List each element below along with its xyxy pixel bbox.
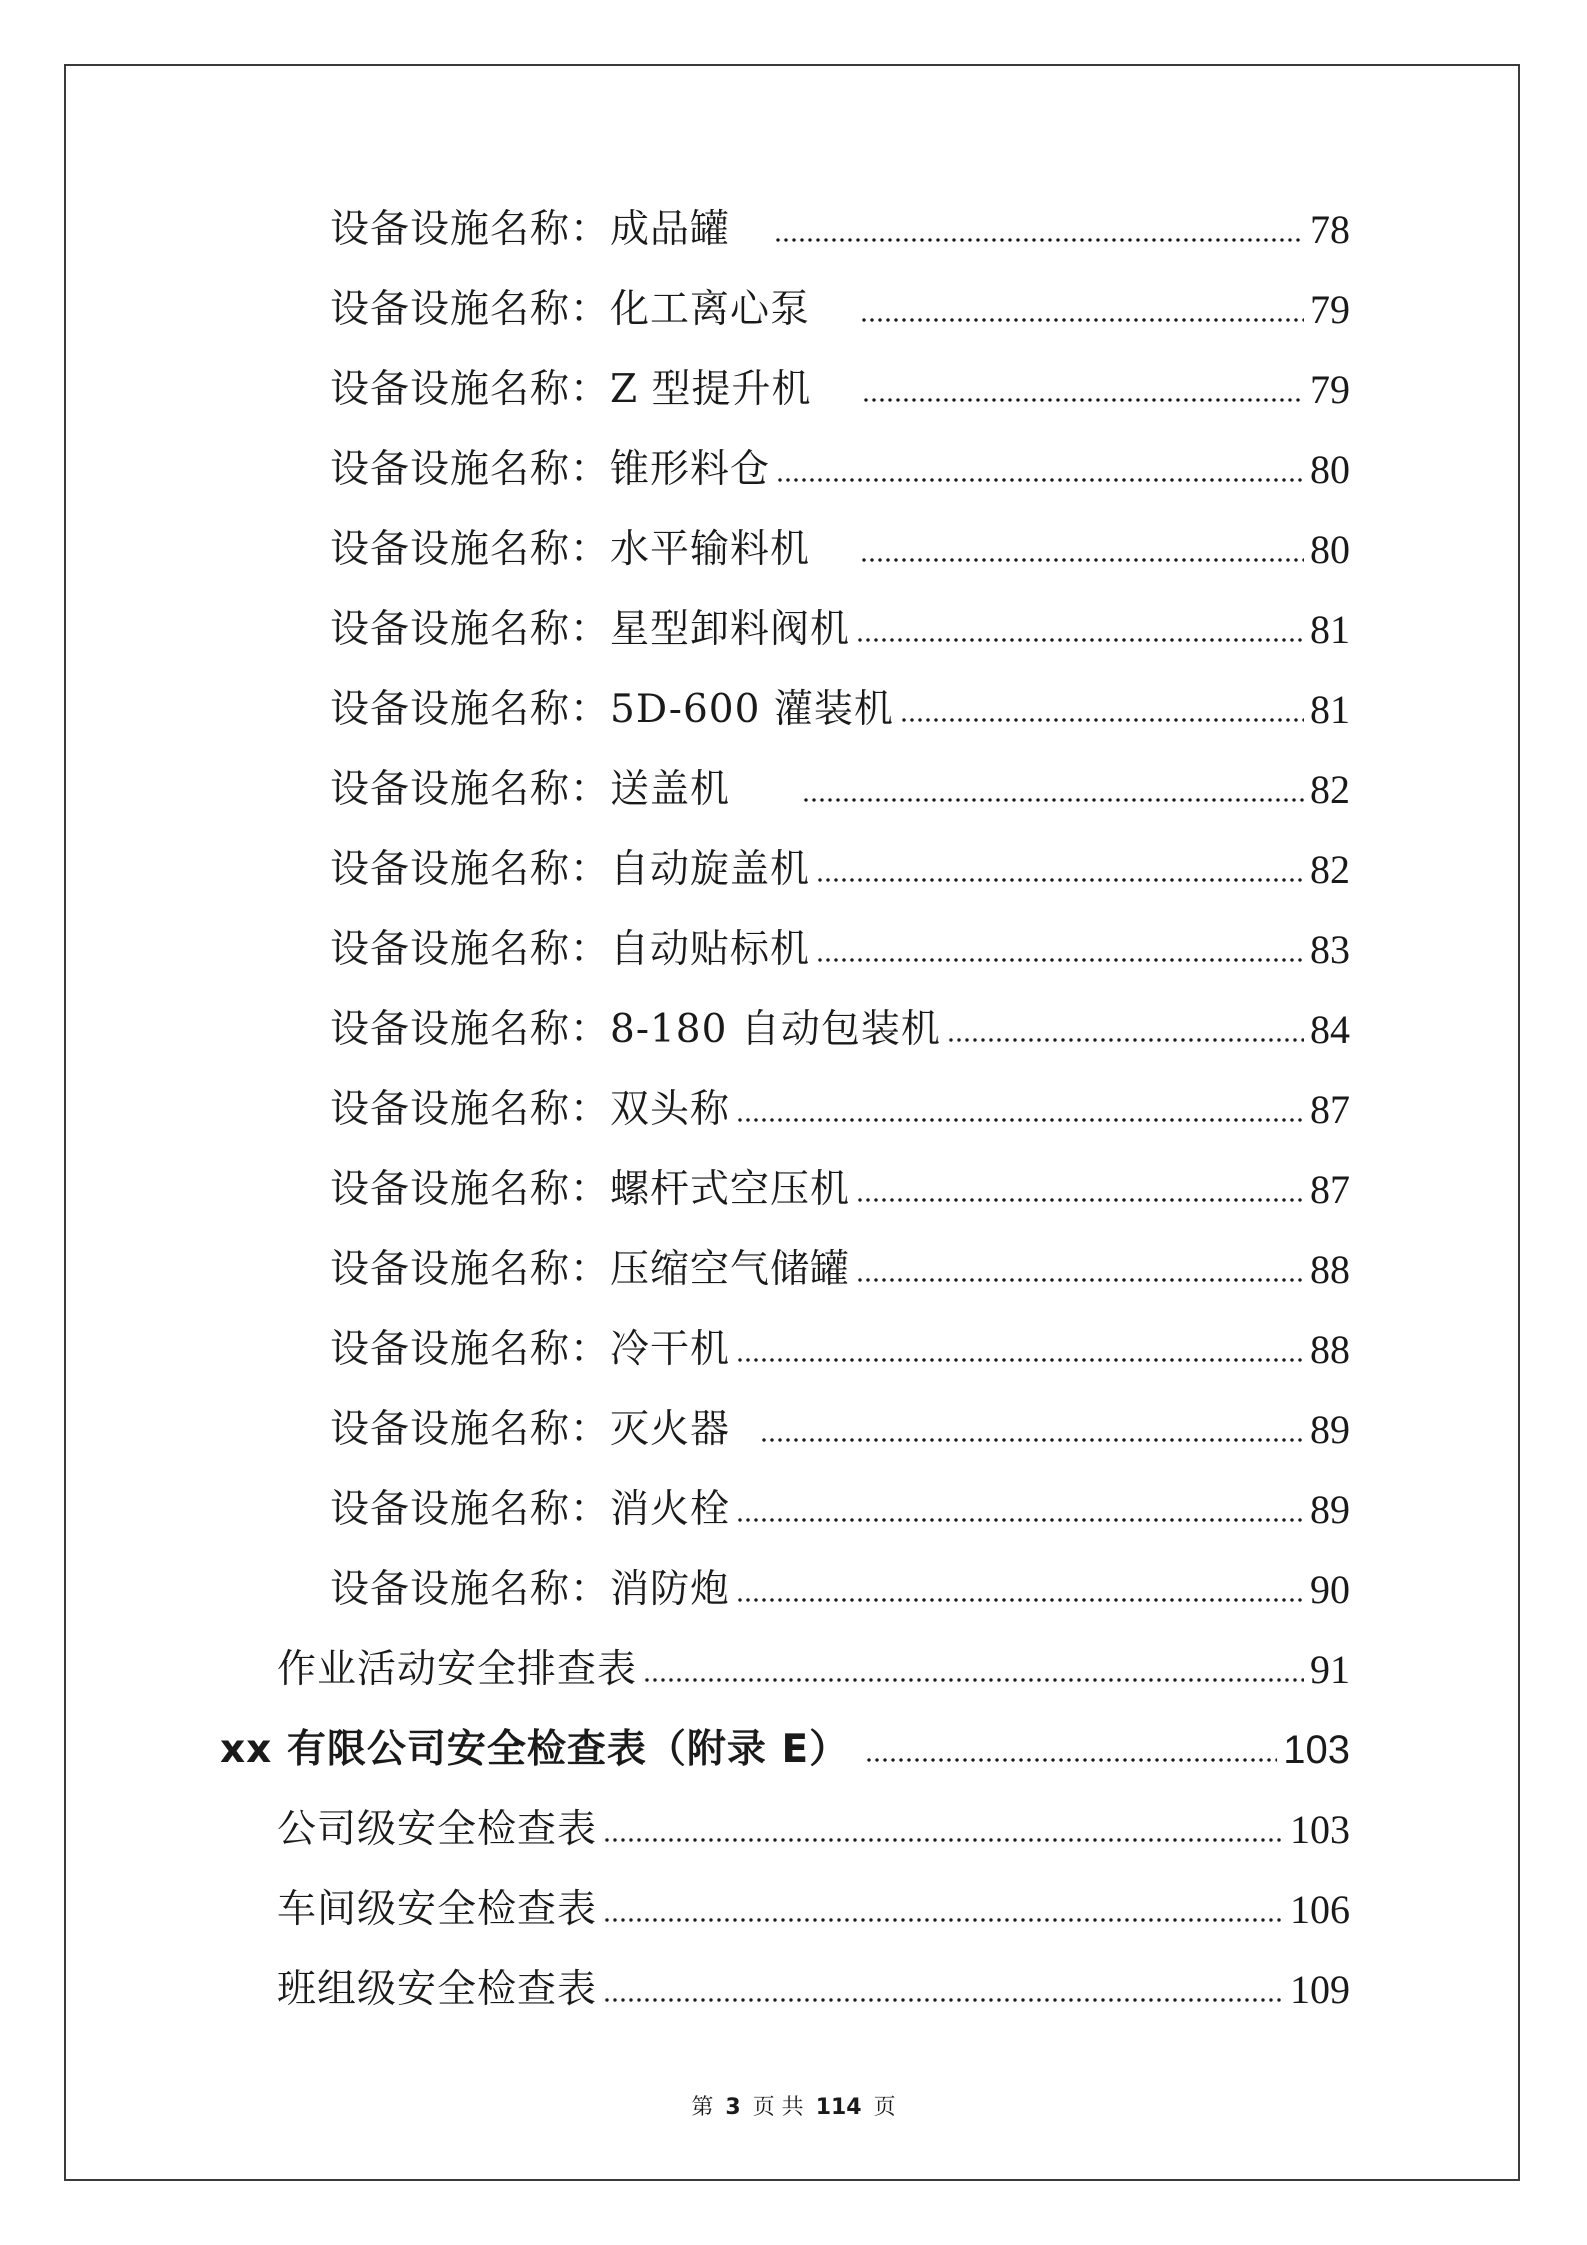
toc-entry[interactable] — [330, 760, 1350, 820]
toc-entry[interactable] — [330, 840, 1350, 900]
toc-entry[interactable] — [330, 1320, 1350, 1380]
toc-entry-page: 89 — [1310, 1487, 1350, 1532]
toc-entry-page: 84 — [1310, 1007, 1350, 1052]
toc-entry[interactable] — [277, 1880, 1350, 1940]
toc-entry[interactable] — [330, 1240, 1350, 1300]
toc-entry-page: 88 — [1310, 1247, 1350, 1292]
toc-entry-label: 设备设施名称：星型卸料阀机 — [330, 607, 851, 652]
toc-entry[interactable] — [330, 360, 1350, 420]
footer-middle: 页 共 — [752, 2095, 804, 2120]
footer-total-pages: 114 — [815, 2095, 862, 2120]
toc-entry-page: 82 — [1310, 767, 1350, 812]
toc-dot-leader — [816, 958, 1304, 962]
toc-dot-leader — [603, 1998, 1284, 2002]
toc-dot-leader — [860, 318, 1304, 322]
toc-dot-leader — [865, 1758, 1277, 1762]
toc-dot-leader — [856, 638, 1304, 642]
toc-entry-label: 设备设施名称：送盖机 — [330, 767, 731, 812]
toc-dot-leader — [603, 1918, 1284, 1922]
toc-entry[interactable] — [330, 680, 1350, 740]
toc-dot-leader — [776, 478, 1304, 482]
toc-entry-label: 设备设施名称：锥形料仓 — [330, 447, 771, 492]
toc-entry-page: 80 — [1310, 447, 1350, 492]
toc-dot-leader — [816, 878, 1304, 882]
toc-entry[interactable] — [330, 1080, 1350, 1140]
toc-entry-label: 设备设施名称：成品罐 — [330, 207, 731, 252]
toc-entry-label: 设备设施名称：冷干机 — [330, 1327, 731, 1372]
toc-entry-page: 82 — [1310, 847, 1350, 892]
toc-entry-label: xx 有限公司安全检查表（附录 E） — [220, 1727, 850, 1772]
toc-entry-label: 公司级安全检查表 — [277, 1807, 598, 1852]
toc-entry-label: 设备设施名称：8-180 自动包装机 — [330, 1007, 941, 1052]
toc-entry-page: 90 — [1310, 1567, 1350, 1612]
toc-entry-page: 78 — [1310, 207, 1350, 252]
toc-dot-leader — [774, 238, 1304, 242]
toc-entry[interactable] — [330, 1400, 1350, 1460]
toc-entry[interactable] — [330, 1480, 1350, 1540]
toc-entry[interactable] — [330, 1560, 1350, 1620]
toc-dot-leader — [900, 718, 1304, 722]
toc-entry[interactable] — [277, 1640, 1350, 1700]
toc-entry[interactable] — [277, 1800, 1350, 1860]
toc-entry-label: 设备设施名称：化工离心泵 — [330, 287, 811, 332]
toc-entry-page: 88 — [1310, 1327, 1350, 1372]
toc-entry-label: 设备设施名称：消火栓 — [330, 1487, 731, 1532]
toc-entry-page: 87 — [1310, 1087, 1350, 1132]
toc-dot-leader — [760, 1438, 1304, 1442]
toc-entry[interactable] — [330, 520, 1350, 580]
toc-dot-leader — [736, 1358, 1304, 1362]
toc-entry[interactable] — [277, 1960, 1350, 2020]
toc-entry-label: 作业活动安全排查表 — [277, 1647, 638, 1692]
toc-dot-leader — [736, 1518, 1304, 1522]
toc-dot-leader — [862, 398, 1305, 402]
toc-entry[interactable] — [330, 280, 1350, 340]
toc-entry[interactable] — [330, 600, 1350, 660]
toc-dot-leader — [947, 1038, 1304, 1042]
toc-entry-label: 设备设施名称：水平输料机 — [330, 527, 811, 572]
toc-entry-label: 设备设施名称：压缩空气储罐 — [330, 1247, 851, 1292]
toc-entry[interactable] — [330, 1160, 1350, 1220]
footer-current-page: 3 — [725, 2095, 741, 2120]
toc-entry-page: 106 — [1290, 1887, 1350, 1932]
toc-entry-label: 设备设施名称：螺杆式空压机 — [330, 1167, 851, 1212]
toc-entry-label: 车间级安全检查表 — [277, 1887, 598, 1932]
toc-dot-leader — [736, 1118, 1304, 1122]
toc-entry-page: 81 — [1310, 687, 1350, 732]
toc-entry-page: 81 — [1310, 607, 1350, 652]
footer-prefix: 第 — [691, 2095, 714, 2120]
toc-dot-leader — [802, 798, 1304, 802]
toc-entry-page: 83 — [1310, 927, 1350, 972]
page-footer — [0, 2090, 1587, 2121]
toc-entry[interactable] — [330, 440, 1350, 500]
toc-dot-leader — [643, 1678, 1304, 1682]
toc-entry-page: 103 — [1283, 1728, 1350, 1772]
toc-entry-label: 设备设施名称：消防炮 — [330, 1567, 731, 1612]
toc-entry-label: 设备设施名称：5D-600 灌装机 — [330, 687, 894, 732]
toc-entry[interactable] — [330, 1000, 1350, 1060]
toc-entry[interactable] — [220, 1720, 1350, 1780]
toc-entry-page: 79 — [1310, 367, 1350, 412]
toc-entry-label: 设备设施名称：自动旋盖机 — [330, 847, 811, 892]
toc-entry-page: 103 — [1290, 1807, 1350, 1852]
toc-entry[interactable] — [330, 920, 1350, 980]
toc-dot-leader — [603, 1838, 1284, 1842]
toc-entry-page: 89 — [1310, 1407, 1350, 1452]
toc-entry-label: 设备设施名称：Z 型提升机 — [330, 367, 812, 412]
footer-suffix: 页 — [873, 2095, 896, 2120]
toc-entry-label: 设备设施名称：自动贴标机 — [330, 927, 811, 972]
toc-dot-leader — [860, 558, 1304, 562]
toc-entry-page: 109 — [1290, 1967, 1350, 2012]
toc-dot-leader — [736, 1598, 1304, 1602]
toc-entry-page: 80 — [1310, 527, 1350, 572]
toc-entry[interactable] — [330, 200, 1350, 260]
toc-entry-page: 79 — [1310, 287, 1350, 332]
toc-dot-leader — [856, 1278, 1304, 1282]
toc-entry-page: 87 — [1310, 1167, 1350, 1212]
toc-entry-label: 班组级安全检查表 — [277, 1967, 598, 2012]
toc-entry-page: 91 — [1310, 1647, 1350, 1692]
toc-entry-label: 设备设施名称：双头称 — [330, 1087, 731, 1132]
toc-entry-label: 设备设施名称：灭火器 — [330, 1407, 731, 1452]
toc-dot-leader — [856, 1198, 1304, 1202]
